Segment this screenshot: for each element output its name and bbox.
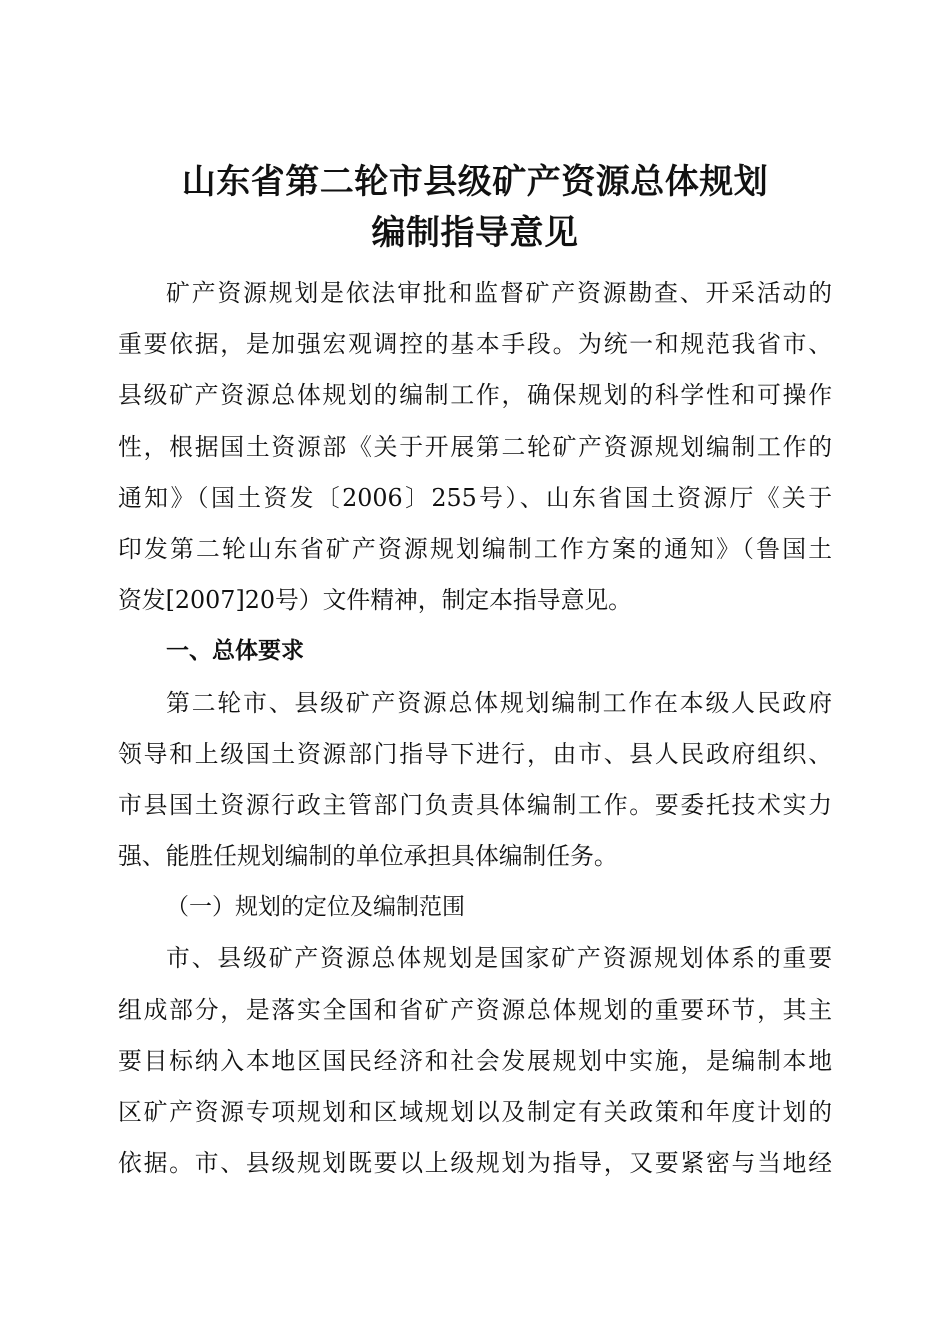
paragraph-line: 县级矿产资源总体规划的编制工作，确保规划的科学性和可操作 bbox=[118, 381, 832, 410]
document-title-line-2: 编制指导意见 bbox=[371, 213, 579, 253]
paragraph-line: 市、县级矿产资源总体规划是国家矿产资源规划体系的重要 bbox=[166, 944, 832, 973]
paragraph-line: 领导和上级国土资源部门指导下进行，由市、县人民政府组织、 bbox=[118, 739, 832, 768]
paragraph-line: 要目标纳入本地区国民经济和社会发展规划中实施，是编制本地 bbox=[118, 1046, 832, 1075]
section-heading: 一、总体要求 bbox=[166, 638, 304, 665]
document-body bbox=[118, 268, 832, 1189]
paragraph-line: 重要依据，是加强宏观调控的基本手段。为统一和规范我省市、 bbox=[118, 330, 832, 359]
paragraph-line: 依据。市、县级规划既要以上级规划为指导，又要紧密与当地经 bbox=[118, 1149, 832, 1178]
paragraph-line: 性，根据国土资源部《关于开展第二轮矿产资源规划编制工作的 bbox=[118, 432, 832, 461]
paragraph-line: 矿产资源规划是依法审批和监督矿产资源勘查、开采活动的 bbox=[166, 279, 832, 307]
paragraph-line: 组成部分，是落实全国和省矿产资源总体规划的重要环节，其主 bbox=[118, 995, 832, 1024]
paragraph-line: 印发第二轮山东省矿产资源规划编制工作方案的通知》（鲁国土 bbox=[118, 534, 832, 563]
subsection-heading: （一）规划的定位及编制范围 bbox=[166, 894, 465, 921]
paragraph-line: 通知》（国土资发〔2006〕255号）、山东省国土资源厅《关于 bbox=[118, 483, 832, 512]
paragraph-line: 第二轮市、县级矿产资源总体规划编制工作在本级人民政府 bbox=[166, 688, 832, 717]
paragraph-line: 强、能胜任规划编制的单位承担具体编制任务。 bbox=[118, 842, 618, 871]
paragraph-line: 市县国土资源行政主管部门负责具体编制工作。要委托技术实力 bbox=[118, 790, 832, 819]
paragraph-line: 资发[2007]20号）文件精神，制定本指导意见。 bbox=[118, 586, 632, 615]
document-title-line-1: 山东省第二轮市县级矿产资源总体规划 bbox=[181, 162, 769, 202]
paragraph-line: 区矿产资源专项规划和区域规划以及制定有关政策和年度计划的 bbox=[118, 1098, 832, 1126]
